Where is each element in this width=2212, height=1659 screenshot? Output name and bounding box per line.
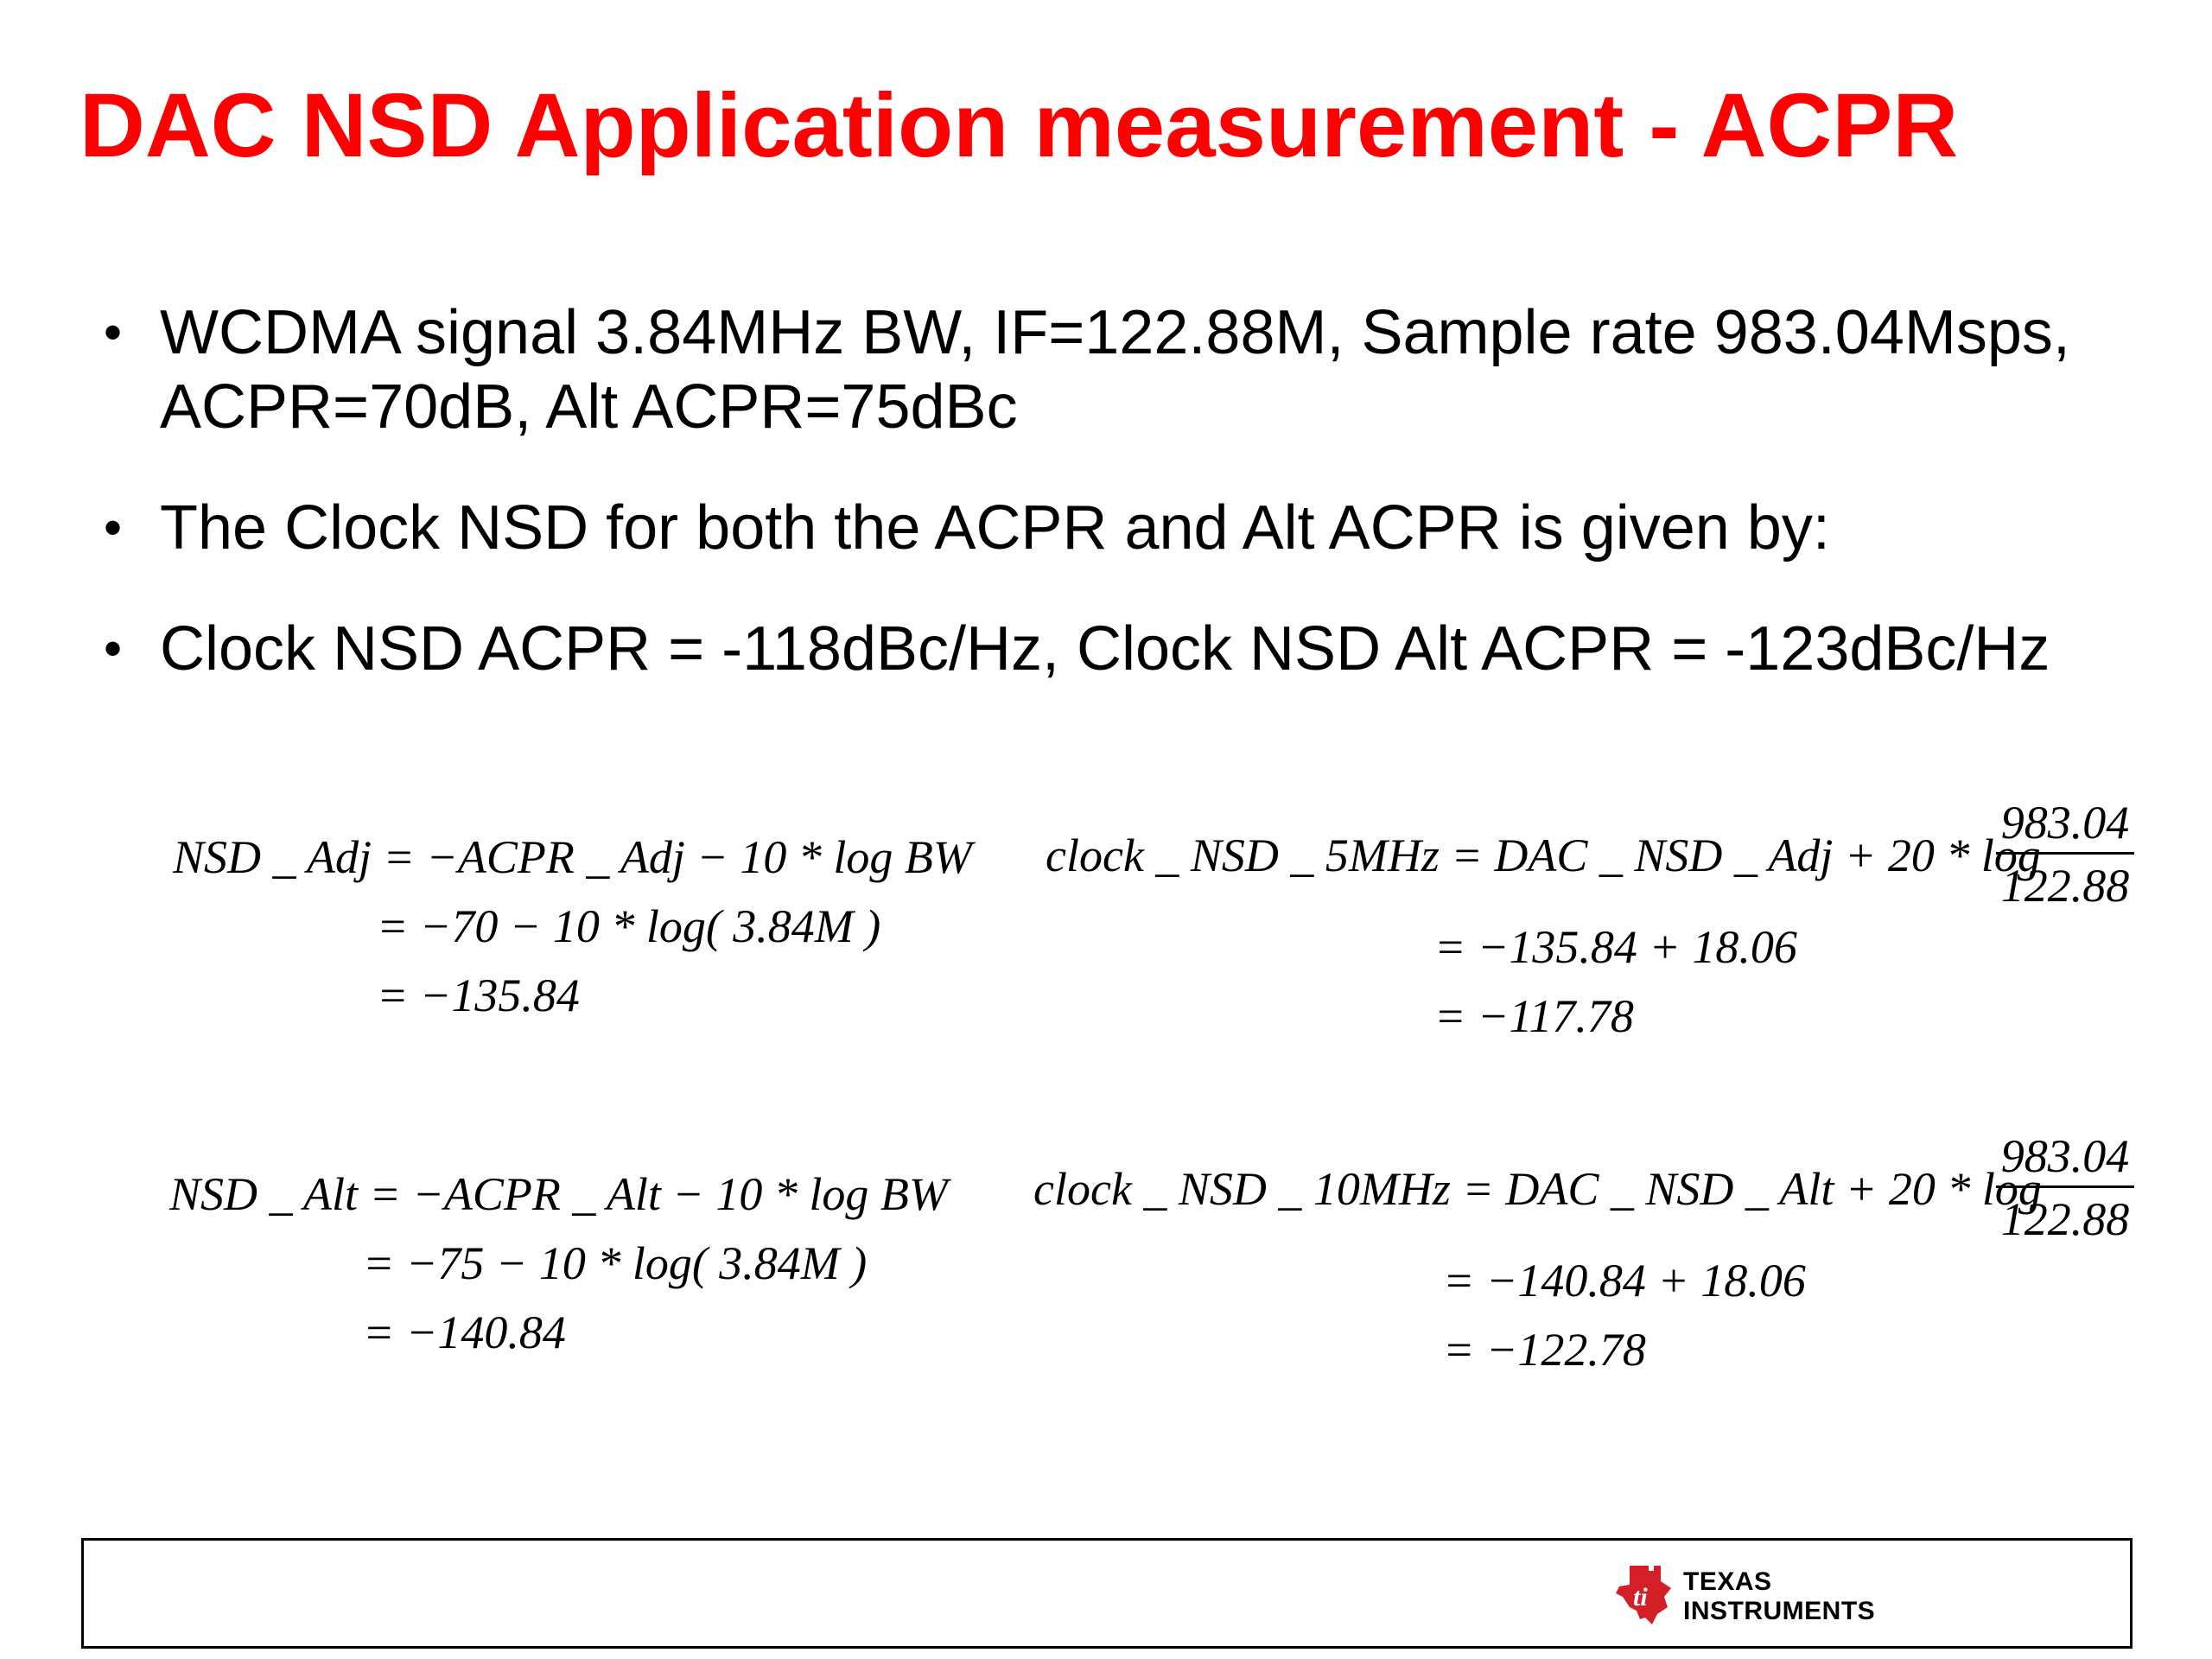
bullet-clock-nsd-values	[104, 612, 2126, 686]
eq-clock-10mhz-line1: clock _ NSD _ 10MHz = DAC _ NSD _ Alt + 20 * log	[1033, 1163, 2042, 1215]
ti-state-logo-icon	[1614, 1562, 1676, 1628]
eq-nsd-adj-line1: NSD _ Adj = −ACPR _ Adj − 10 * log BW	[173, 831, 972, 883]
bullet-text: Clock NSD ACPR = -118dBc/Hz, Clock NSD Alt ACPR = -123dBc/Hz	[160, 614, 2050, 683]
bullet-text-line2: ACPR=70dB, Alt ACPR=75dBc	[160, 372, 1018, 442]
bullet-text-line1: WCDMA signal 3.84MHz BW, IF=122.88M, Sample rate 983.04Msps,	[160, 298, 2070, 367]
eq-clock-10mhz-line3: = −122.78	[1443, 1324, 1646, 1376]
ti-logo	[1614, 1562, 1908, 1631]
bullet-clock-nsd-given-by	[104, 491, 2126, 565]
slide-title: DAC NSD Application measurement - ACPR	[79, 75, 1959, 176]
eq-clock-5mhz-line3: = −117.78	[1434, 990, 1634, 1042]
eq-clock-10mhz-line2: = −140.84 + 18.06	[1443, 1255, 1806, 1306]
bullet-glyph: •	[104, 499, 123, 556]
eq-nsd-alt-line3: = −140.84	[363, 1306, 566, 1358]
eq-clock-5mhz-fraction	[1996, 797, 2134, 912]
eq-nsd-alt-line1: NSD _ Alt = −ACPR _ Alt − 10 * log BW	[169, 1168, 948, 1220]
bullet-glyph: •	[104, 303, 123, 361]
eq-clock-10mhz-fraction	[1996, 1130, 2134, 1245]
ti-logo-text	[1683, 1567, 1875, 1626]
logo-text-instruments: INSTRUMENTS	[1683, 1597, 1876, 1625]
fraction-denominator: 122.88	[2000, 1193, 2130, 1245]
fraction-bar	[1996, 1185, 2134, 1188]
eq-nsd-adj-line3: = −135.84	[377, 969, 580, 1021]
fraction-numerator: 983.04	[2000, 797, 2130, 849]
bullet-list	[104, 296, 2126, 686]
bullet-wcdma-signal	[104, 296, 2126, 444]
bullet-glyph: •	[104, 620, 123, 677]
eq-nsd-adj-line2: = −70 − 10 * log( 3.84M )	[377, 900, 881, 952]
eq-clock-5mhz-line1: clock _ NSD _ 5MHz = DAC _ NSD _ Adj + 20 * log	[1046, 830, 2041, 881]
bullet-text: The Clock NSD for both the ACPR and Alt ACPR is given by:	[160, 493, 1830, 563]
eq-clock-5mhz-line2: = −135.84 + 18.06	[1434, 921, 1797, 973]
fraction-numerator: 983.04	[2000, 1130, 2130, 1182]
logo-text-texas: TEXAS	[1683, 1567, 1772, 1596]
fraction-bar	[1996, 852, 2134, 855]
svg-text:ti: ti	[1633, 1583, 1648, 1611]
fraction-denominator: 122.88	[2000, 860, 2130, 912]
eq-nsd-alt-line2: = −75 − 10 * log( 3.84M )	[363, 1237, 868, 1289]
